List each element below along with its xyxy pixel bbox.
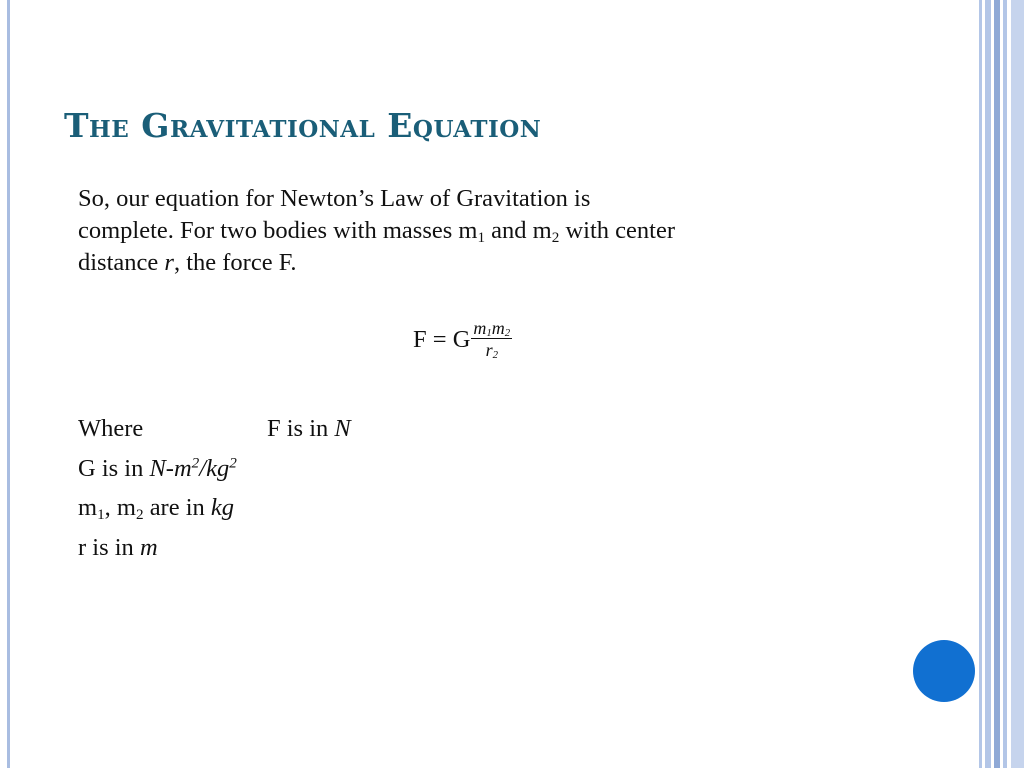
numerator-m1: m (473, 318, 487, 338)
units-row-r (78, 531, 351, 571)
fraction-numerator (471, 318, 512, 339)
fraction-denominator (486, 339, 498, 361)
numerator-sub2: 2 (504, 327, 511, 340)
decorative-circle (913, 640, 975, 702)
units-row-g (78, 452, 351, 492)
units-row-m (78, 491, 351, 531)
g-unit-exponent: 2 (229, 454, 237, 472)
slide-title: The Gravitational Equation (64, 106, 542, 145)
r-unit: m (139, 533, 158, 561)
intro-line-1-text: So, our equation for Newton’s Law of Gravitation is (78, 185, 591, 212)
units-row-f (78, 412, 351, 452)
subscript-1: 1 (477, 228, 486, 246)
formula-lhs: F = G (413, 325, 471, 353)
f-unit: N (334, 415, 351, 442)
intro-text (78, 183, 898, 279)
gravitation-formula (413, 318, 512, 361)
denominator-sub: 2 (492, 349, 498, 362)
denominator-r: r (485, 340, 493, 360)
m-subscript-1: 1 (97, 505, 105, 523)
intro-line-2-text: complete. For two bodies with masses m (78, 217, 478, 244)
formula-fraction (471, 318, 512, 361)
intro-line-1 (78, 183, 898, 215)
subscript-2: 2 (551, 228, 560, 246)
f-unit-text: F is in (267, 415, 335, 442)
intro-line-3-text: , the force F. (173, 249, 297, 276)
right-frame-stripe (985, 0, 991, 768)
m-unit-text: m (78, 494, 98, 521)
intro-line-3-text: distance (78, 249, 165, 276)
g-unit-exponent: 2 (191, 454, 200, 472)
intro-line-2 (78, 215, 898, 247)
intro-line-2-text: with center (559, 217, 675, 244)
left-frame-line (7, 0, 10, 768)
m-unit-text: are in (143, 494, 211, 521)
right-frame-stripe (994, 0, 1000, 768)
right-frame-stripe (1003, 0, 1007, 768)
r-unit-text: r is in (78, 533, 140, 561)
g-unit-text: G is in (78, 454, 150, 482)
m-subscript-2: 2 (135, 505, 144, 523)
m-unit-text: , m (104, 494, 136, 521)
intro-line-2-text: and m (485, 217, 552, 244)
intro-line-3 (78, 247, 898, 279)
numerator-m2: m (491, 318, 505, 338)
units-list (78, 412, 351, 570)
where-label: Where (78, 415, 144, 442)
g-unit-part: N-m (149, 454, 192, 482)
numerator-sub1: 1 (486, 327, 492, 340)
variable-r: r (164, 249, 174, 276)
m-unit: kg (210, 494, 235, 521)
g-unit-part: /kg (199, 454, 230, 482)
right-frame-stripe (979, 0, 982, 768)
right-frame-stripe (1011, 0, 1024, 768)
